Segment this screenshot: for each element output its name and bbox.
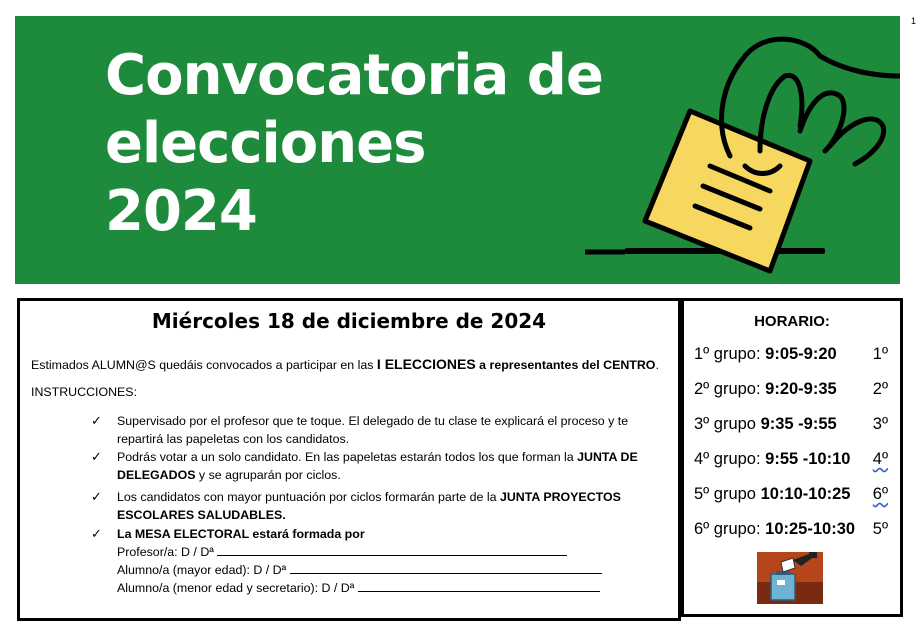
instruction-item bbox=[91, 448, 667, 484]
electoral-line bbox=[117, 543, 667, 561]
blank-line[interactable] bbox=[217, 543, 567, 556]
intro-text: Estimados ALUMN@S quedáis convocados a participar en las bbox=[31, 358, 377, 372]
schedule-row bbox=[694, 380, 894, 399]
instruction-bold: La MESA ELECTORAL estará formada por bbox=[117, 527, 365, 541]
blank-line[interactable] bbox=[358, 579, 600, 592]
page-number: 1 bbox=[911, 16, 917, 26]
electoral-role: Profesor/a: D / Dª bbox=[117, 545, 214, 559]
check-icon: ✓ bbox=[91, 413, 102, 428]
instructions-heading: INSTRUCCIONES: bbox=[31, 385, 138, 399]
schedule-row bbox=[694, 450, 894, 469]
schedule-time: 9:20-9:35 bbox=[765, 380, 837, 398]
schedule-row bbox=[694, 345, 894, 364]
electoral-line bbox=[117, 579, 667, 597]
schedule-group: 5º grupo bbox=[694, 485, 761, 503]
election-banner bbox=[15, 16, 900, 284]
schedule-time: 9:05-9:20 bbox=[765, 345, 837, 363]
check-icon: ✓ bbox=[91, 526, 102, 541]
intro-bold: a representantes del CENTRO bbox=[475, 358, 656, 372]
electoral-line bbox=[117, 561, 667, 579]
schedule-course: 5º bbox=[872, 520, 888, 538]
instruction-text: y se agruparán por ciclos. bbox=[195, 468, 341, 482]
banner-title-line: 2024 bbox=[105, 179, 257, 244]
instruction-text: Podrás votar a un solo candidato. En las papeletas estarán todos los que forman la bbox=[117, 450, 578, 464]
schedule-row bbox=[694, 520, 894, 539]
schedule-group: 6º grupo: bbox=[694, 520, 766, 538]
instruction-bold: JUNTA PROYECTOS ESCOLARES SALUDABLES. bbox=[117, 490, 621, 522]
schedule-title: HORARIO: bbox=[754, 313, 830, 330]
check-icon: ✓ bbox=[91, 449, 102, 464]
schedule-course: 6º bbox=[872, 485, 888, 503]
schedule-box bbox=[681, 298, 903, 617]
election-notice bbox=[17, 298, 681, 621]
instruction-item bbox=[91, 412, 667, 448]
banner-title-line: elecciones bbox=[105, 111, 426, 176]
instruction-text: Supervisado por el profesor que te toque. El delegado de tu clase te explicará el proceso y te repartirá las papeletas con los candidatos. bbox=[117, 414, 629, 446]
schedule-time: 10:10-10:25 bbox=[760, 485, 851, 503]
schedule-course: 1º bbox=[872, 345, 888, 363]
ballot-box-icon bbox=[757, 552, 823, 604]
intro-paragraph bbox=[31, 356, 659, 372]
schedule-row bbox=[694, 415, 894, 434]
schedule-course: 2º bbox=[872, 380, 888, 398]
instruction-bold: JUNTA DE DELEGADOS bbox=[117, 450, 638, 482]
banner-title-line: Convocatoria de bbox=[105, 43, 603, 108]
instruction-item bbox=[91, 488, 667, 524]
schedule-row bbox=[694, 485, 894, 504]
electoral-role: Alumno/a (menor edad y secretario): D / Dª bbox=[117, 581, 355, 595]
schedule-group: 4º grupo: bbox=[694, 450, 766, 468]
schedule-group: 3º grupo bbox=[694, 415, 761, 433]
hand-dropping-ballot-icon bbox=[555, 16, 900, 284]
instruction-text: Los candidatos con mayor puntuación por ciclos formarán parte de la bbox=[117, 490, 500, 504]
check-icon: ✓ bbox=[91, 489, 102, 504]
electoral-role: Alumno/a (mayor edad): D / Dª bbox=[117, 563, 287, 577]
schedule-course: 3º bbox=[872, 415, 888, 433]
intro-highlight: I ELECCIONES bbox=[376, 356, 476, 372]
instruction-item bbox=[91, 525, 667, 597]
schedule-time: 9:55 -10:10 bbox=[765, 450, 851, 468]
schedule-course: 4º bbox=[872, 450, 888, 468]
schedule-time: 9:35 -9:55 bbox=[760, 415, 837, 433]
blank-line[interactable] bbox=[290, 561, 602, 574]
schedule-time: 10:25-10:30 bbox=[765, 520, 856, 538]
schedule-group: 1º grupo: bbox=[694, 345, 766, 363]
schedule-group: 2º grupo: bbox=[694, 380, 766, 398]
election-date: Miércoles 18 de diciembre de 2024 bbox=[151, 309, 547, 333]
intro-end: . bbox=[655, 358, 659, 372]
banner-title bbox=[105, 42, 603, 246]
